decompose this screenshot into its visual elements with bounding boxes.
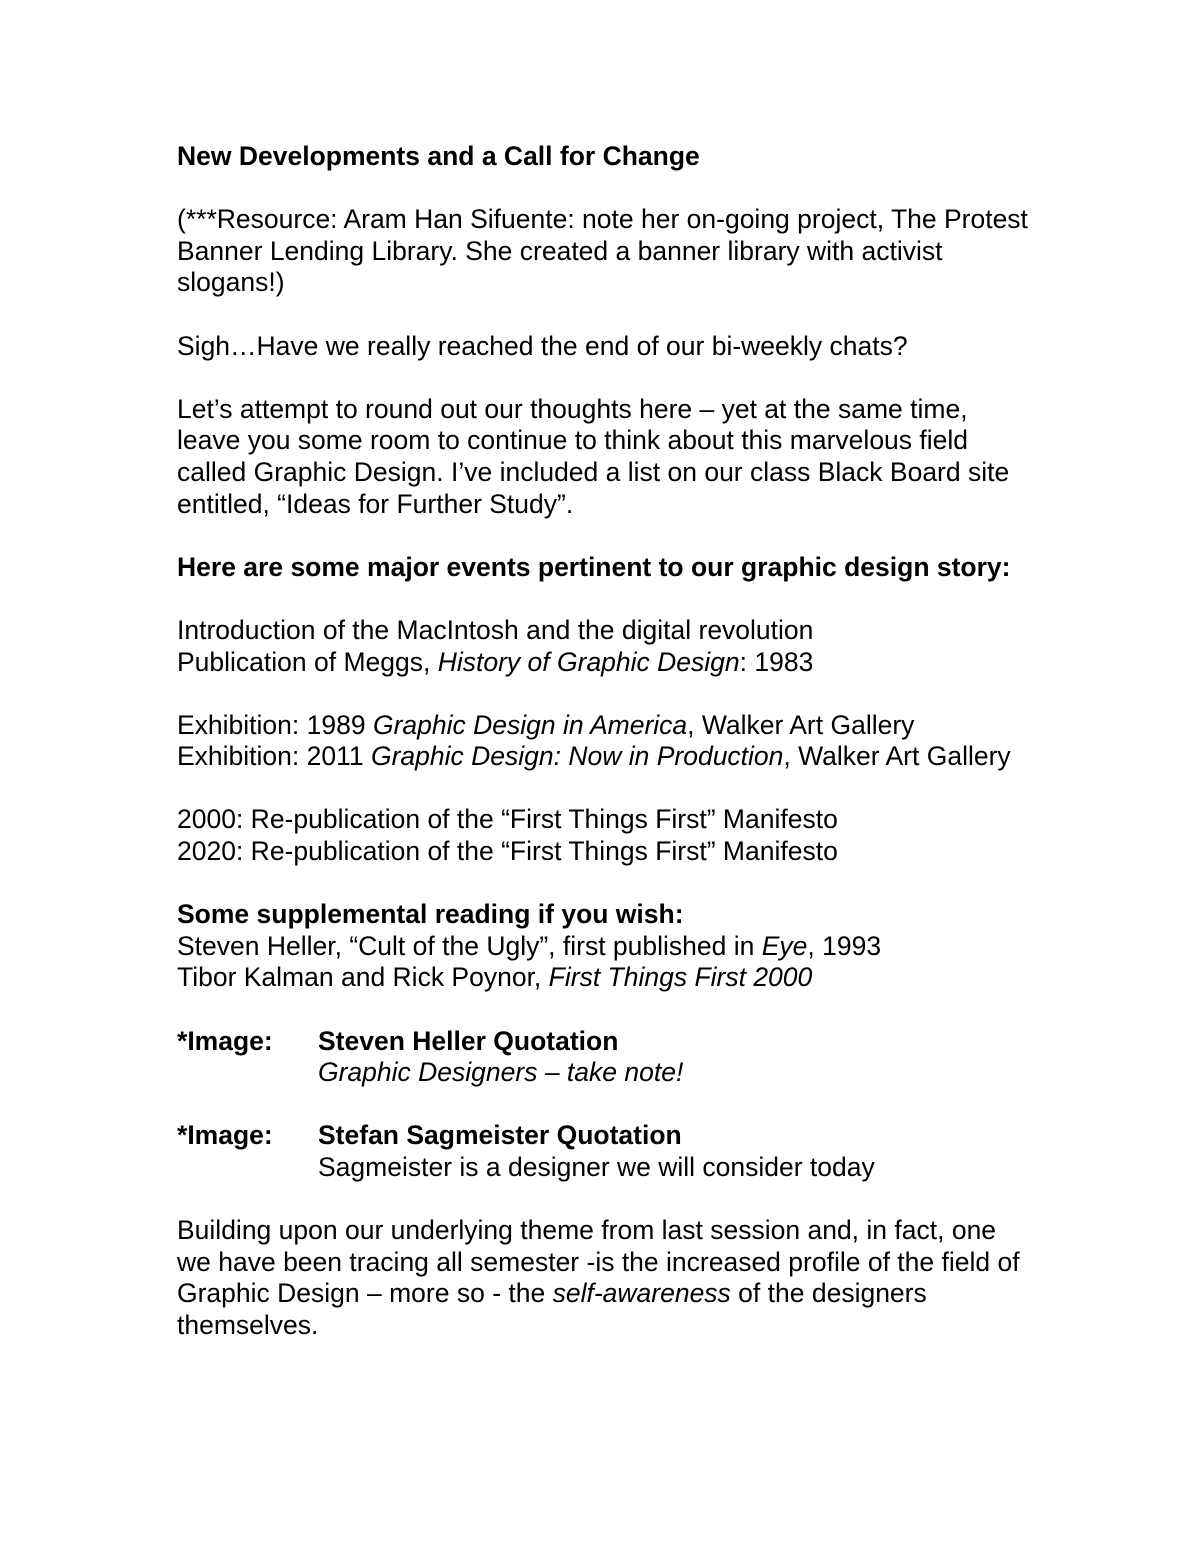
image-title: Steven Heller Quotation <box>318 1025 619 1056</box>
event-ftf-2020: 2020: Re-publication of the “First Things First” Manifesto <box>177 836 838 867</box>
meggs-book-title: History of Graphic Design <box>437 646 740 677</box>
intro-paragraph: Let’s attempt to round out our thoughts here – yet at the same time, leave you some room to continue to think about this marvelous field called Graphic Design. I’ve included a list on our class Black Board site entitled, “Ideas for Further Study”. <box>177 393 1010 519</box>
exhibition-1989-title: Graphic Design in America <box>372 709 688 740</box>
sigh-paragraph: Sigh…Have we really reached the end of our bi-weekly chats? <box>177 330 908 361</box>
resource-note: (***Resource: Aram Han Sifuente: note her on-going project, The Protest Banner Lending Library. She created a banner library with activist slogans!) <box>177 204 1028 298</box>
reading-heller: Steven Heller, “Cult of the Ugly”, first published in Eye, 1993 <box>177 930 882 961</box>
image-title: Stefan Sagmeister Quotation <box>318 1120 682 1151</box>
eye-magazine: Eye <box>761 930 808 961</box>
image-label: *Image: <box>177 1120 273 1151</box>
exhibitions-list <box>177 710 1037 773</box>
image-note: Sagmeister is a designer we will consider today <box>318 1152 875 1182</box>
event-meggs: Publication of Meggs, History of Graphic Design: 1983 <box>177 646 814 677</box>
reading-heading: Some supplemental reading if you wish: <box>177 899 684 930</box>
reading-section <box>177 899 1037 994</box>
ftf-2000-title: First Things First 2000 <box>548 962 813 993</box>
image-entry-sagmeister <box>177 1120 1037 1183</box>
page-title: New Developments and a Call for Change <box>177 141 700 171</box>
events-list <box>177 615 1037 678</box>
closing-paragraph: Building upon our underlying theme from last session and, in fact, one we have been tracing all semester -is the increased profile of the field of Graphic Design – more so - the self-awareness of the designers themselves. <box>177 1215 1020 1340</box>
document-body <box>177 141 1037 1342</box>
manifesto-list <box>177 804 1037 867</box>
event-ftf-2000: 2000: Re-publication of the “First Things First” Manifesto <box>177 804 838 835</box>
event-exhibition-2011: Exhibition: 2011 Graphic Design: Now in Production, Walker Art Gallery <box>177 741 1011 772</box>
exhibition-2011-title: Graphic Design: Now in Production <box>370 741 784 772</box>
image-entry-heller <box>177 1026 1037 1089</box>
self-awareness-emphasis: self-awareness <box>552 1278 731 1309</box>
image-note: Graphic Designers – take note! <box>318 1057 684 1088</box>
reading-kalman: Tibor Kalman and Rick Poynor, First Things First 2000 <box>177 962 813 993</box>
event-macintosh: Introduction of the MacIntosh and the digital revolution <box>177 614 814 645</box>
events-heading: Here are some major events pertinent to our graphic design story: <box>177 551 1011 582</box>
image-label: *Image: <box>177 1025 273 1056</box>
event-exhibition-1989: Exhibition: 1989 Graphic Design in America, Walker Art Gallery <box>177 709 915 740</box>
